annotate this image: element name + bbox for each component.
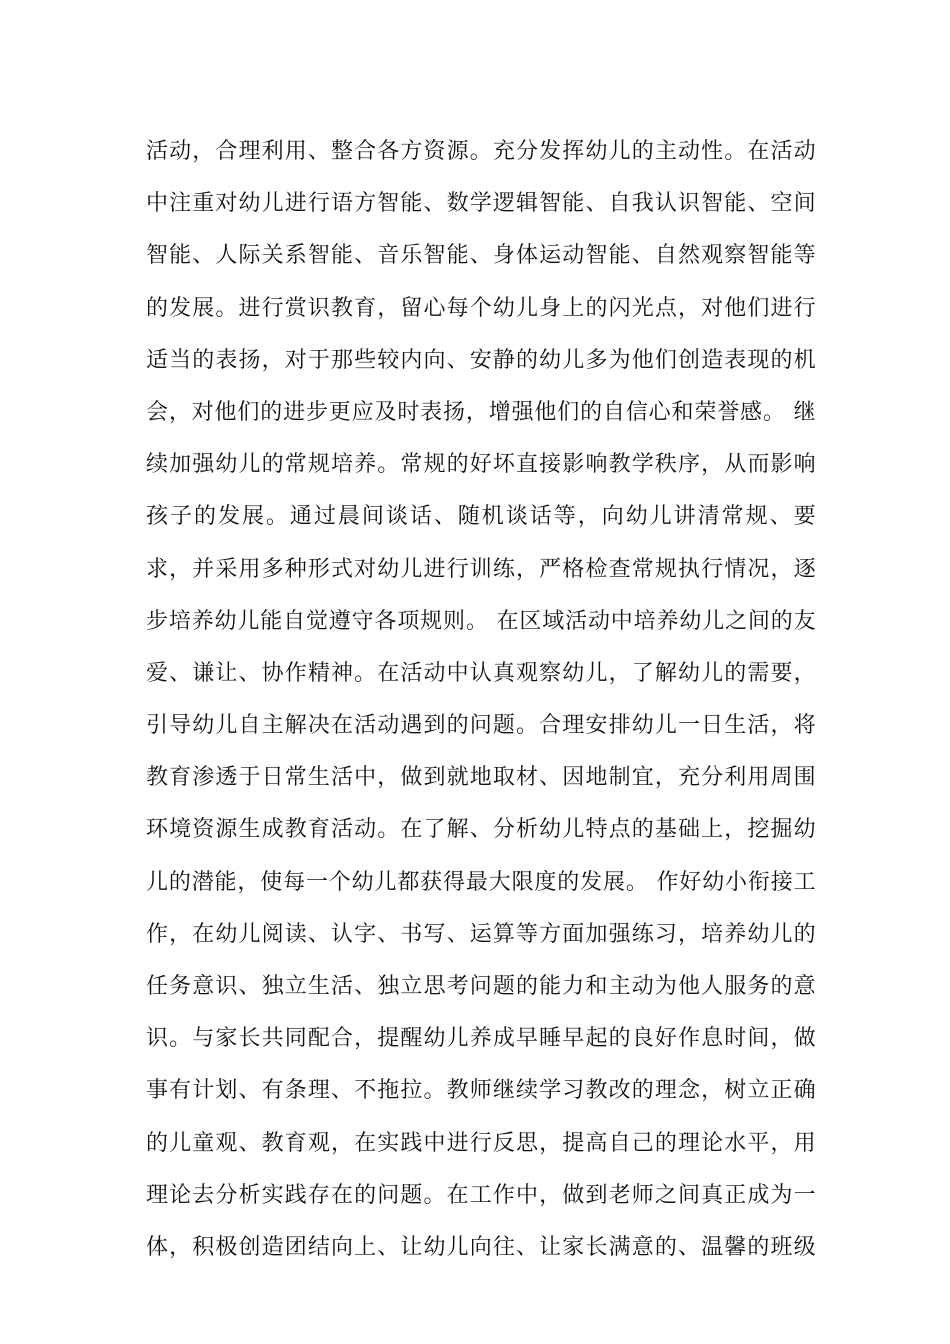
body-paragraph [146,126,816,1274]
text-line: 的发展。进行赏识教育，留心每个幼儿身上的闪光点，对他们进行 [146,295,816,321]
text-line: 孩子的发展。通过晨间谈话、随机谈话等，向幼儿讲清常规、要 [146,504,816,530]
text-line: 事有计划、有条理、不拖拉。教师继续学习教改的理念，树立正确 [146,1078,816,1104]
text-line: 适当的表扬，对于那些较内向、安静的幼儿多为他们创造表现的机 [146,347,816,373]
text-line: 求，并采用多种形式对幼儿进行训练，严格检查常规执行情况，逐 [146,556,816,582]
text-line: 教育渗透于日常生活中，做到就地取材、因地制宜，充分利用周围 [146,765,816,791]
text-line: 引导幼儿自主解决在活动遇到的问题。合理安排幼儿一日生活，将 [146,713,816,739]
text-line: 理论去分析实践存在的问题。在工作中，做到老师之间真正成为一 [146,1182,816,1208]
text-line: 活动，合理利用、整合各方资源。充分发挥幼儿的主动性。在活动 [146,139,816,164]
text-line: 爱、谦让、协作精神。在活动中认真观察幼儿，了解幼儿的需要， [146,660,816,686]
text-line: 识。与家长共同配合，提醒幼儿养成早睡早起的良好作息时间，做 [146,1026,816,1052]
text-line: 中注重对幼儿进行语方智能、数学逻辑智能、自我认识智能、空间 [146,191,816,217]
text-line: 体，积极创造团结向上、让幼儿向往、让家长满意的、温馨的班级 [146,1234,816,1260]
text-line: 环境资源生成教育活动。在了解、分析幼儿特点的基础上，挖掘幼 [146,817,816,843]
text-line: 任务意识、独立生活、独立思考问题的能力和主动为他人服务的意 [146,974,816,999]
text-line: 的儿童观、教育观，在实践中进行反思，提高自己的理论水平，用 [146,1130,816,1156]
text-line: 智能、人际关系智能、音乐智能、身体运动智能、自然观察智能等 [146,243,816,269]
text-line: 作，在幼儿阅读、认字、书写、运算等方面加强练习，培养幼儿的 [146,921,816,947]
text-line: 儿的潜能，使每一个幼儿都获得最大限度的发展。 作好幼小衔接工 [146,869,816,895]
text-line: 步培养幼儿能自觉遵守各项规则。 在区域活动中培养幼儿之间的友 [146,608,816,634]
text-line: 续加强幼儿的常规培养。常规的好坏直接影响教学秩序，从而影响 [146,452,816,478]
text-line: 会，对他们的进步更应及时表扬，增强他们的自信心和荣誉感。 继 [146,399,816,425]
